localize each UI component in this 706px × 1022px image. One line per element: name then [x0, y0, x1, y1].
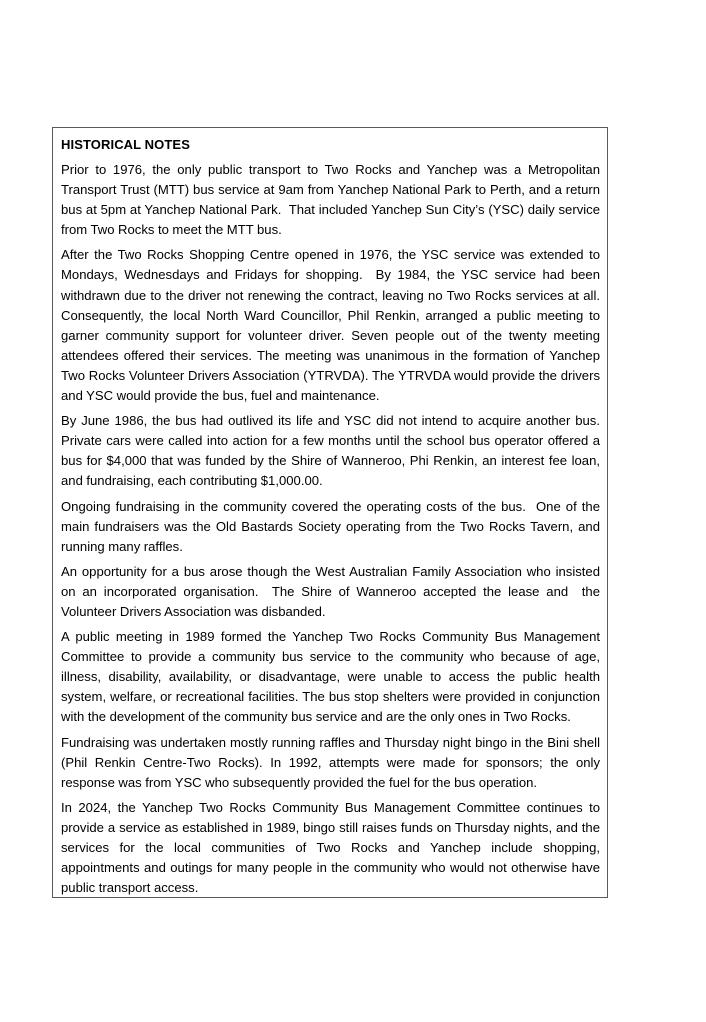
paragraph-5: An opportunity for a bus arose though the West Australian Family Association who insisted on an incorporated organisation. The Shire of Wanneroo accepted the lease and the Volunteer Drivers Association was disbanded. [61, 563, 604, 619]
paragraph-1: Prior to 1976, the only public transport to Two Rocks and Yanchep was a Metropolitan Transport Trust (MTT) bus service at 9am from Yanchep National Park to Perth, and a return bus at 5pm at Yanchep National Park. That included Yanchep Sun City’s (YSC) daily service from Two Rocks to meet the MTT bus. [61, 162, 604, 238]
paragraph-6: A public meeting in 1989 formed the Yanchep Two Rocks Community Bus Management Committee to provide a community bus service to the community who because of age, illness, disability, availability, or disadvantage, were unable to access the public health system, welfare, or recreational facilities. The bus stop shelters were provided in conjunction with the development of the community bus service and are the only ones in Two Rocks. [61, 629, 604, 725]
paragraph-4: Ongoing fundraising in the community covered the operating costs of the bus. One of the main fundraisers was the Old Bastards Society operating from the Two Rocks Tavern, and running many raffles. [61, 498, 604, 554]
paragraph-7: Fundraising was undertaken mostly running raffles and Thursday night bingo in the Bini shell (Phil Renkin Centre-Two Rocks). In 1992, attempts were made for sponsors; the only response was from YSC who subsequently provided the fuel for the bus operation. [61, 734, 604, 790]
paragraph-3: By June 1986, the bus had outlived its life and YSC did not intend to acquire another bus. Private cars were called into action for a few months until the school bus operator offered a bus for $4,000 that was funded by the Shire of Wanneroo, Phi Renkin, an interest fee loan, and fundraising, each contributing $1,000.00. [61, 413, 608, 489]
page-title: HISTORICAL NOTES [61, 137, 190, 152]
historical-notes-box [52, 127, 608, 898]
paragraph-2: After the Two Rocks Shopping Centre opened in 1976, the YSC service was extended to Mondays, Wednesdays and Fridays for shopping. By 1984, the YSC service had been withdrawn due to the driver not renewing the contract, leaving no Two Rocks services at all. Consequently, the local North Ward Councillor, Phil Renkin, arranged a public meeting to garner community support for volunteer driver. Seven people out of the twenty meeting attendees offered their services. The meeting was unanimous in the formation of Yanchep Two Rocks Volunteer Drivers Association (YTRVDA). The YTRVDA would provide the drivers and YSC would provide the bus, fuel and maintenance. [61, 247, 608, 404]
paragraph-8: In 2024, the Yanchep Two Rocks Community Bus Management Committee continues to provide a service as established in 1989, bingo still raises funds on Thursday nights, and the services for the local communities of Two Rocks and Yanchep include shopping, appointments and outings for many people in the community who would not otherwise have public transport access. [61, 799, 604, 896]
